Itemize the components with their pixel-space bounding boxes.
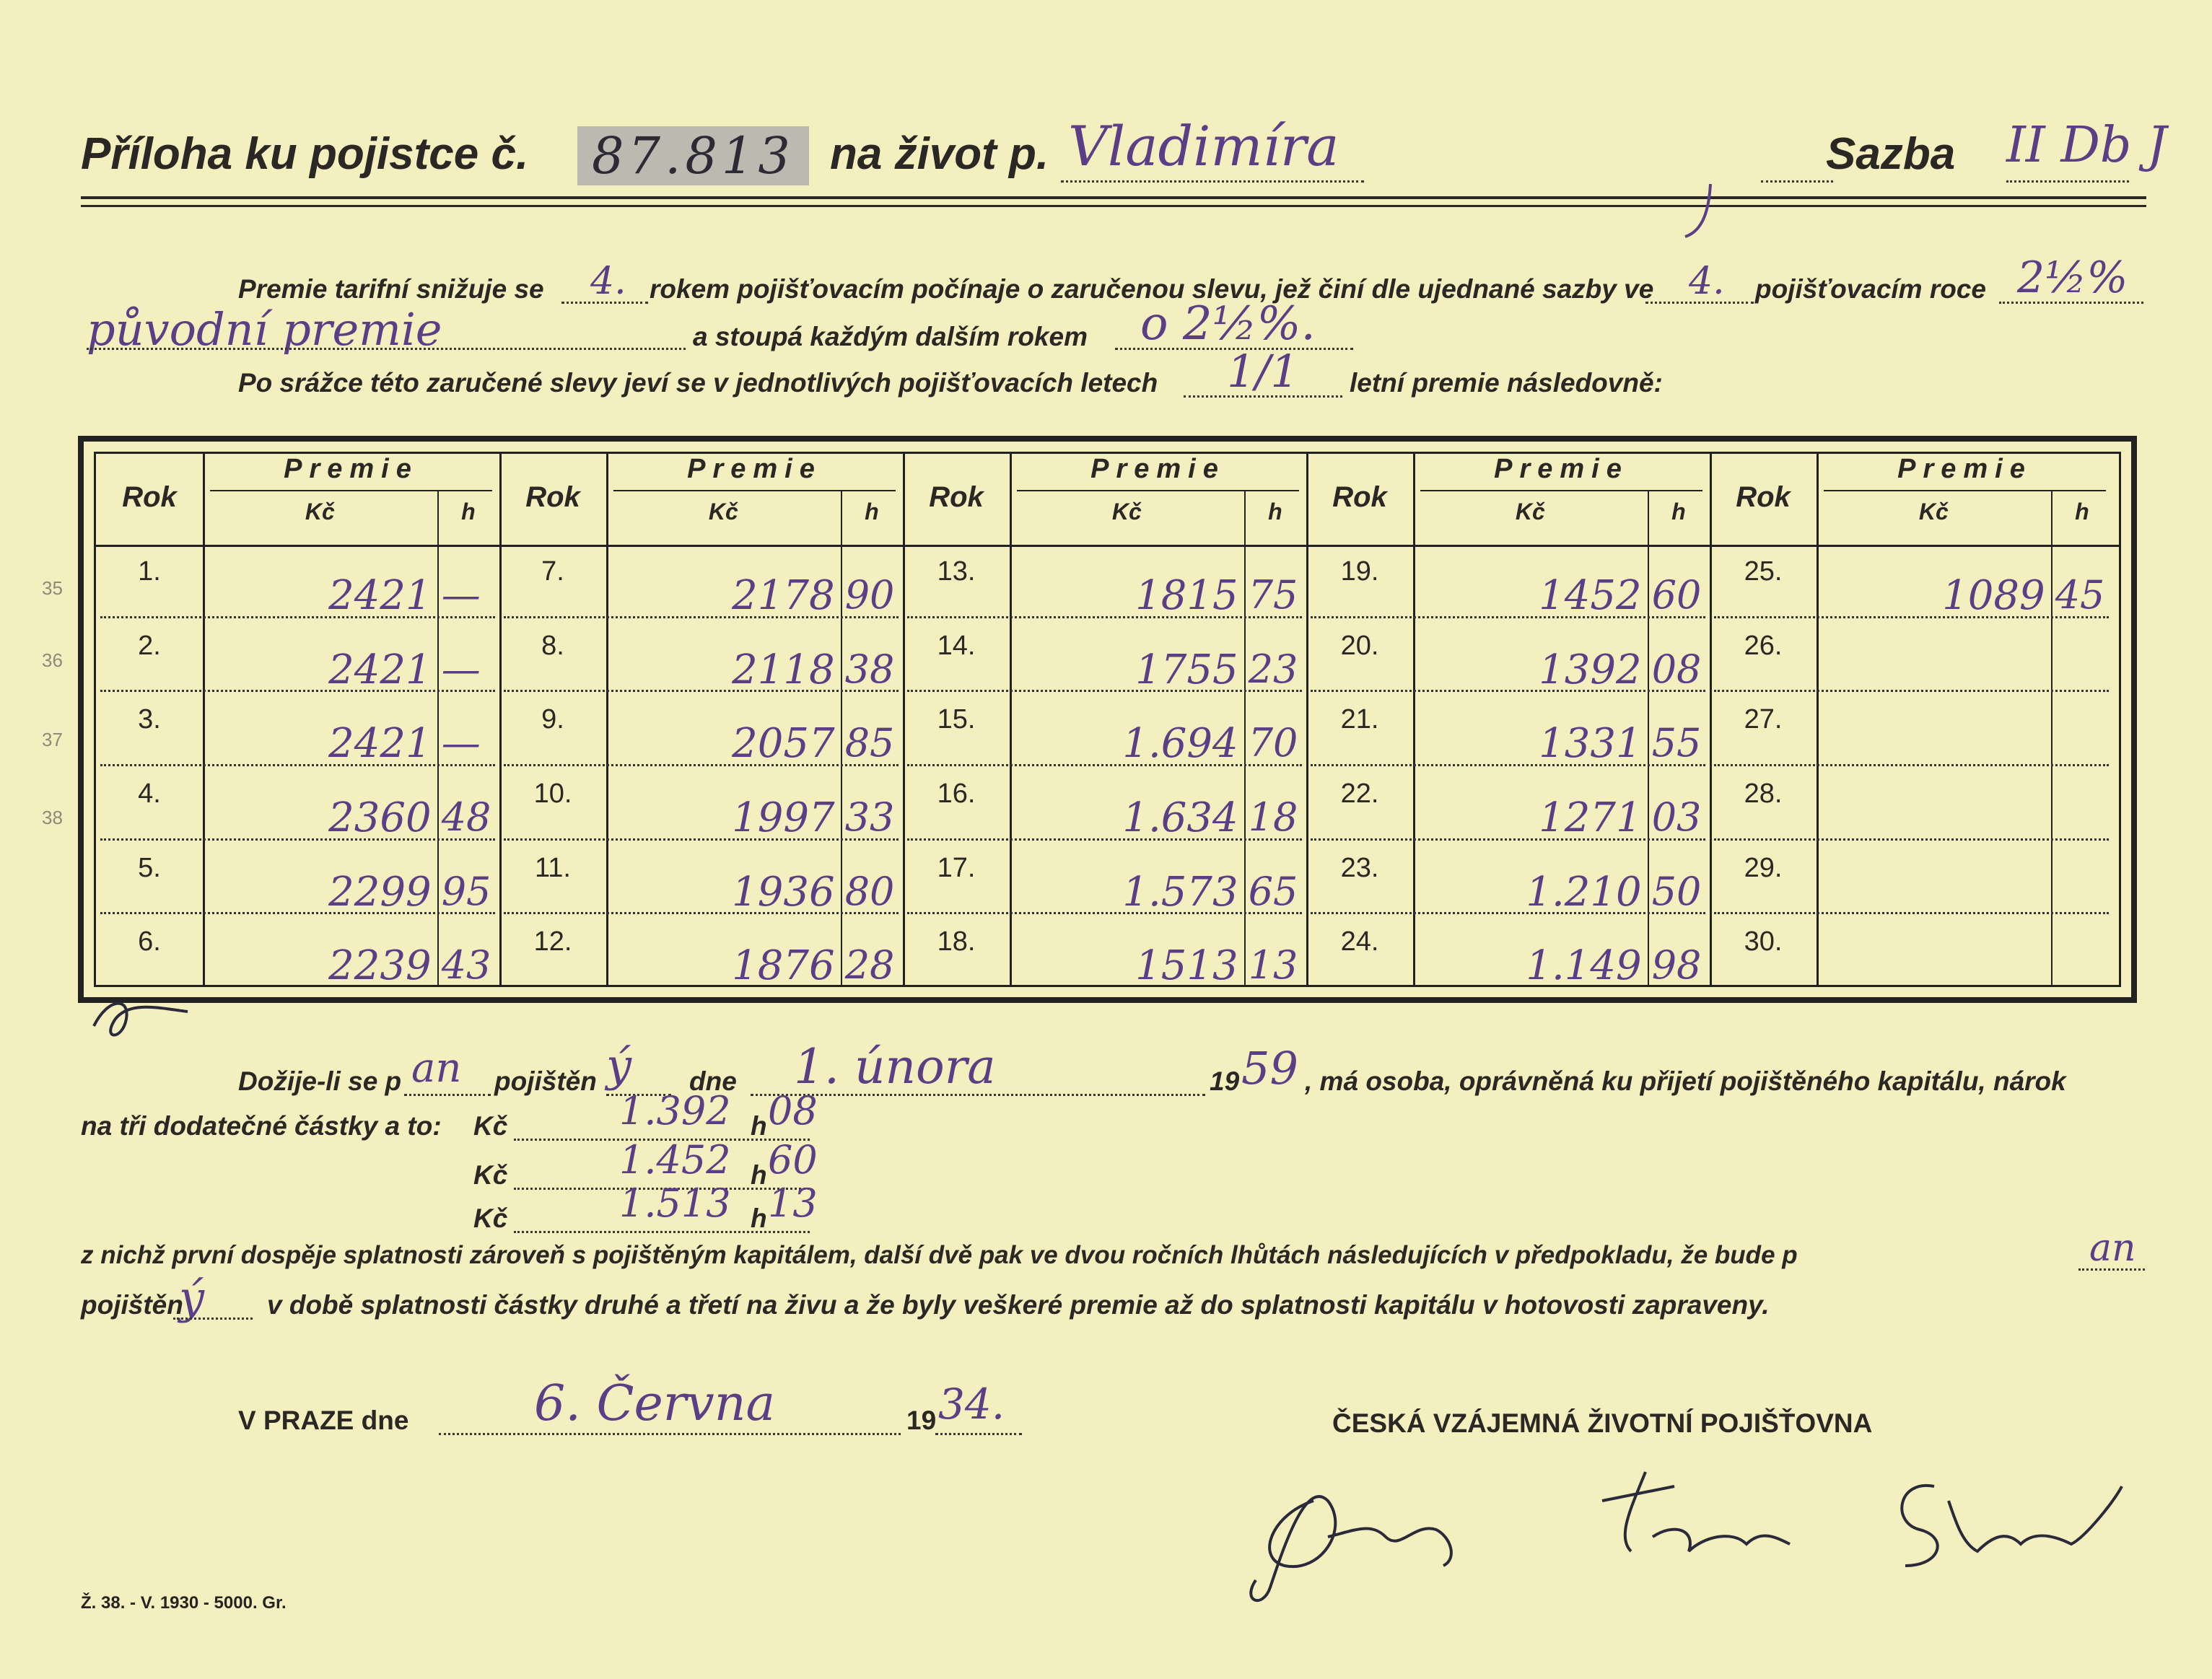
header-rok: Rok (929, 481, 984, 513)
survival-year-suffix: 59 (1241, 1042, 1298, 1095)
header-kc: Kč (305, 499, 335, 525)
header-h: h (865, 499, 879, 525)
table-row-year: 26. (1744, 630, 1783, 661)
table-row-h: 13 (1248, 942, 1298, 988)
table-row-h: — (441, 646, 481, 692)
table-row-h: 45 (2055, 572, 2105, 618)
table-row-year: 12. (533, 926, 572, 957)
table-row-kc: 1.634 (1122, 794, 1238, 841)
table-row-kc: 1997 (732, 794, 835, 841)
survival-year-prefix: 19 (1210, 1066, 1240, 1096)
life-of-label: na život p. (830, 129, 1049, 179)
table-row-year: 6. (138, 926, 161, 957)
discount-percent: 2½% (2017, 253, 2128, 303)
premie-subheader-line (1420, 490, 1702, 491)
discount-line3-a: Po srážce této zaručené slevy jeví se v jednotlivých pojišťovacích letech (238, 368, 1158, 398)
table-row-year: 25. (1744, 556, 1783, 587)
table-header-divider (96, 545, 2119, 547)
header-rok: Rok (122, 481, 177, 513)
table-row-kc: 2421 (328, 646, 432, 693)
table-row-year: 27. (1744, 704, 1783, 735)
table-row-h: 28 (844, 942, 895, 988)
table-row-h: 98 (1651, 942, 1702, 988)
survival-b: pojištěn (494, 1066, 597, 1096)
survival-date: 1. února (794, 1039, 996, 1095)
table-row-year: 24. (1340, 926, 1379, 957)
table-row-kc: 2118 (732, 646, 835, 693)
table-row-kc: 1.149 (1526, 942, 1642, 990)
survival-an: an (411, 1045, 462, 1092)
premie-subheader-line (210, 490, 492, 491)
survival-y: ý (606, 1039, 632, 1092)
company-name: ČESKÁ VZÁJEMNÁ ŽIVOTNÍ POJIŠŤOVNA (1332, 1408, 1873, 1438)
discount-basis: původní premie (87, 303, 442, 356)
amount3-h-label: h (751, 1204, 767, 1233)
header-h: h (2075, 499, 2089, 525)
table-row-kc: 1271 (1539, 794, 1642, 841)
discount-line1-b: rokem pojišťovacím počínaje o zaručenou slevu, jež činí dle ujednané sazby ve (650, 274, 1654, 304)
table-row-h: 03 (1651, 794, 1702, 840)
table-row-h: 70 (1248, 720, 1298, 766)
initials-mark (87, 990, 202, 1048)
policy-number-box (577, 126, 809, 185)
survival-c: dne (689, 1066, 737, 1096)
table-row-year: 22. (1340, 779, 1379, 809)
row-separator (1714, 838, 2109, 841)
amount1-h: 08 (768, 1088, 818, 1134)
amount1-kc: 1.392 (619, 1088, 731, 1134)
table-row-kc: 1452 (1539, 572, 1642, 619)
table-row-h: 85 (844, 720, 895, 766)
table-row-year: 19. (1340, 556, 1379, 587)
row-separator (1714, 690, 2109, 692)
margin-number-3: 37 (42, 729, 63, 750)
header-premie: Premie (1494, 454, 1629, 484)
table-row-h: 08 (1651, 646, 1702, 692)
header-premie: Premie (687, 454, 822, 484)
table-row-kc: 2299 (328, 868, 432, 916)
header-rok: Rok (1332, 481, 1387, 513)
row-separator (1714, 764, 2109, 766)
table-row-year: 9. (541, 704, 564, 735)
header-h: h (1268, 499, 1282, 525)
table-row-year: 11. (534, 852, 571, 883)
survival-d: , má osoba, oprávněná ku přijetí pojištěného kapitálu, nárok (1305, 1066, 2066, 1096)
table-row-year: 5. (138, 852, 161, 883)
table-row-kc: 1513 (1135, 942, 1238, 990)
table-row-year: 18. (937, 926, 976, 957)
table-row-kc: 2360 (328, 794, 432, 841)
amount2-h: 60 (768, 1137, 818, 1183)
table-row-kc: 2421 (328, 572, 432, 619)
premie-subheader-line (1017, 490, 1299, 491)
table-row-year: 10. (533, 779, 572, 809)
insured-name: Vladimíra (1068, 114, 1339, 178)
table-row-h: 33 (844, 794, 895, 840)
table-row-h: 23 (1248, 646, 1298, 692)
survival-f: z nichž první dospěje splatnosti zároveň s pojištěným kapitálem, další dvě pak ve dvou ročních lhůtách následujících v předpokladu, že bude p (81, 1241, 1798, 1269)
margin-number-1: 35 (42, 577, 63, 599)
table-row-year: 30. (1744, 926, 1783, 957)
table-row-year: 8. (541, 630, 564, 661)
table-row-kc: 1089 (1942, 572, 2045, 619)
header-kc: Kč (1515, 499, 1545, 525)
amount3-h: 13 (768, 1180, 818, 1226)
table-row-h: 80 (844, 868, 895, 914)
premie-subheader-line (1824, 490, 2106, 491)
table-row-h: 60 (1651, 572, 1702, 618)
discount-fraction: 1/1 (1227, 345, 1299, 398)
header-rok: Rok (525, 481, 580, 513)
table-row-year: 4. (138, 779, 161, 809)
table-row-kc: 2178 (732, 572, 835, 619)
table-row-h: 43 (441, 942, 491, 988)
header-kc: Kč (1918, 499, 1949, 525)
table-row-h: 75 (1248, 572, 1298, 618)
dated-date: 6. Června (534, 1375, 776, 1432)
table-row-h: 95 (441, 868, 491, 914)
header-h: h (1671, 499, 1686, 525)
dated-year-suffix: 34. (938, 1380, 1005, 1429)
kc-h-divider (1244, 490, 1246, 985)
table-row-h: 18 (1248, 794, 1298, 840)
discount-line1-c: pojišťovacím roce (1755, 274, 1987, 304)
table-row-kc: 1331 (1539, 720, 1642, 768)
table-row-h: — (441, 720, 481, 766)
survival-a: Dožije-li se p (238, 1066, 402, 1096)
table-row-year: 16. (937, 779, 976, 809)
table-row-kc: 1392 (1539, 646, 1642, 693)
table-row-year: 1. (138, 556, 161, 587)
header-premie: Premie (1090, 454, 1225, 484)
survival-h: v době splatnosti částky druhé a třetí na živu a že byly veškeré premie až do splatnosti kapitálu v hotovosti zapraveny. (267, 1290, 1770, 1320)
table-row-h: 65 (1248, 868, 1298, 914)
amount2-kc-label: Kč (473, 1160, 508, 1190)
table-row-year: 29. (1744, 852, 1783, 883)
table-row-kc: 1815 (1135, 572, 1238, 619)
signatures (1227, 1457, 2136, 1623)
survival-an2: an (2089, 1227, 2136, 1270)
amount1-kc-label: Kč (473, 1111, 508, 1141)
table-row-kc: 2057 (732, 720, 835, 768)
form-title: Příloha ku pojistce č. (81, 129, 529, 179)
discount-line3-b: letní premie následovně: (1350, 368, 1663, 398)
table-row-year: 17. (937, 852, 976, 883)
discount-increase: o 2½%. (1140, 297, 1316, 351)
table-row-year: 13. (937, 556, 976, 587)
table-row-kc: 1755 (1135, 646, 1238, 693)
amount3-kc-label: Kč (473, 1204, 508, 1233)
table-row-h: 90 (844, 572, 895, 618)
table-row-kc: 1.573 (1122, 868, 1238, 916)
premium-table (78, 436, 2137, 1003)
row-separator (1714, 912, 2109, 914)
table-row-h: 55 (1651, 720, 1702, 766)
footer-code: Ž. 38. - V. 1930 - 5000. Gr. (81, 1593, 287, 1613)
kc-h-divider (1648, 490, 1649, 985)
table-row-year: 15. (937, 704, 976, 735)
table-row-h: 38 (844, 646, 895, 692)
header-kc: Kč (708, 499, 738, 525)
table-row-year: 14. (937, 630, 976, 661)
table-row-kc: 1936 (732, 868, 835, 916)
header-rok: Rok (1736, 481, 1791, 513)
header-h: h (461, 499, 476, 525)
table-row-year: 20. (1340, 630, 1379, 661)
premie-subheader-line (613, 490, 896, 491)
table-row-kc: 2239 (328, 942, 432, 990)
kc-h-divider (841, 490, 842, 985)
table-row-year: 28. (1744, 779, 1783, 809)
header-premie: Premie (284, 454, 419, 484)
table-row-kc: 1876 (732, 942, 835, 990)
header-premie: Premie (1897, 454, 2032, 484)
discount-year-in: 4. (1689, 260, 1725, 303)
discount-line1-a: Premie tarifní snižuje se (238, 274, 544, 304)
table-row-h: — (441, 572, 481, 618)
table-row-year: 3. (138, 704, 161, 735)
table-row-year: 2. (138, 630, 161, 661)
rok-divider (1817, 454, 1819, 985)
margin-number-4: 38 (42, 807, 63, 828)
premium-table-inner (94, 452, 2121, 990)
table-row-kc: 1.694 (1122, 720, 1238, 768)
kc-h-divider (2051, 490, 2053, 985)
table-row-year: 23. (1340, 852, 1379, 883)
ink-flourish (1674, 180, 1732, 245)
survival-y2: ý (179, 1271, 205, 1324)
header-kc: Kč (1111, 499, 1142, 525)
margin-number-2: 36 (42, 649, 63, 671)
table-row-h: 50 (1651, 868, 1702, 914)
amount2-kc: 1.452 (619, 1137, 731, 1183)
policy-number: 87.813 (577, 126, 809, 185)
dated-year-prefix: 19 (906, 1406, 937, 1435)
table-row-h: 48 (441, 794, 491, 840)
survival-e: na tři dodatečné částky a to: (81, 1111, 442, 1141)
amount1-h-label: h (751, 1111, 767, 1141)
amount3-kc: 1.513 (619, 1180, 731, 1226)
rate-value: II Db J (2006, 117, 2167, 174)
table-row-kc: 2421 (328, 720, 432, 768)
kc-h-divider (437, 490, 439, 985)
survival-g: pojištěn (81, 1290, 183, 1320)
dated-a: V PRAZE dne (238, 1406, 409, 1435)
table-row-kc: 1.210 (1526, 868, 1642, 916)
table-row-year: 7. (541, 556, 564, 587)
table-row-year: 21. (1340, 704, 1379, 735)
rate-label: Sazba (1826, 129, 1956, 179)
amount2-h-label: h (751, 1160, 767, 1190)
discount-line2-b: a stoupá každým dalším rokem (693, 322, 1088, 351)
discount-year-from: 4. (590, 260, 626, 303)
